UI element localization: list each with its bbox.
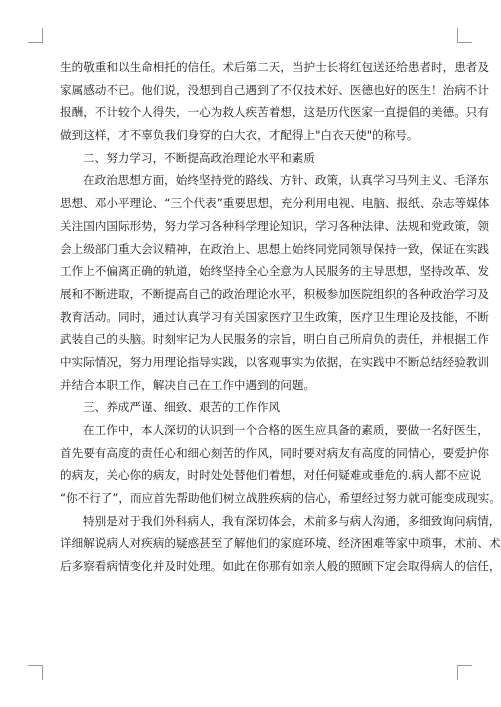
paragraph-line: 教育活动。同时，通过认真学习有关国家医疗卫生政策，医疗卫生理论及技能，不断 — [60, 309, 489, 324]
paragraph-line: 详细解说病人对疾病的疑惑甚至了解他们的家庭环境、经济困难等家中琐事，术前、术 — [60, 536, 501, 551]
paragraph — [60, 510, 501, 578]
paragraph-line: 报酬，不计较个人得失，一心为救人疾苦着想，这是历代医家一直提倡的美德。只有 — [60, 105, 489, 120]
paragraph-line: 在工作中，本人深切的认识到一个合格的医生应具备的素质，要做一名好医生， — [83, 423, 489, 437]
paragraph-line: 中实际情况，努力用理论指导实践，以客观事实为依据，在实践中不断总结经验教训 — [60, 354, 489, 369]
heading-text: 三、养成严谨、细致、艰苦的工作作风 — [83, 400, 281, 415]
section-heading — [60, 147, 443, 170]
paragraph-line: 家属感动不已。他们说，没想到自己遇到了不仅技术好、医德也好的医生！治病不计 — [60, 82, 489, 97]
paragraph-line: 在政治思想方面，始终坚持党的路线、方针、政策，认真学习马列主义、毛泽东 — [83, 173, 489, 188]
heading-text: 二、努力学习，不断提高政治理论水平和素质 — [83, 150, 315, 165]
paragraph-line: “你不行了”，而应首先帮助他们树立战胜疾病的信心，希望经过努力就可能变成现实。 — [60, 491, 501, 506]
paragraph-line: 展和不断进取，不断提高自己的政治理论水平，积极参加医院组织的各种政治学习及 — [60, 286, 489, 301]
paragraph-line: 生的敬重和以生命相托的信任。术后第二天，当护士长将红包送还给患者时，患者及 — [60, 60, 489, 74]
paragraph-line: 会上级部门重大会议精神，在政治上、思想上始终同党同领导保持一致，保证在实践 — [60, 241, 489, 256]
paragraph — [60, 419, 501, 510]
paragraph — [60, 56, 489, 147]
paragraph-line: 并结合本职工作，解决自己在工作中遇到的问题。 — [60, 377, 316, 392]
section-heading — [60, 396, 443, 419]
paragraph-line: 工作上不偏离正确的轨道，始终坚持全心全意为人民服务的主导思想，坚持改革、发 — [60, 264, 489, 279]
paragraph-line: 的病友，关心你的病友，时时处处替他们着想，对任何疑难或垂危的.病人都不应说 — [60, 468, 482, 483]
crop-mark-bottom-right — [457, 665, 472, 680]
paragraph-line: 武装自己的头脑。时刻牢记为人民服务的宗旨，明白自己所肩负的责任，并根据工作 — [60, 332, 489, 347]
paragraph-line: 后多察看病情变化并及时处理。如此在你那有如亲人般的照顾下定会取得病人的信任， — [60, 559, 501, 574]
crop-mark-top-right — [457, 28, 472, 43]
crop-mark-top-left — [28, 28, 43, 43]
paragraph-line: 特别是对于我们外科病人，我有深切体会，术前多与病人沟通，多细致询问病情， — [83, 513, 501, 528]
paragraph-line: 首先要有高度的责任心和细心刻苦的作风，同时要对病友有高度的同情心，要爱护你 — [60, 445, 489, 460]
crop-mark-bottom-left — [28, 665, 43, 680]
paragraph-line: 思想、邓小平理论、“三个代表”重要思想，充分利用电视、电脑、报纸、杂志等媒体 — [60, 196, 490, 211]
paragraph-line: 关注国内国际形势，努力学习各种科学理论知识，学习各种法律、法规和党政策，领 — [60, 218, 489, 233]
document-body — [60, 56, 501, 578]
paragraph — [60, 169, 490, 396]
paragraph-line: 做到这样，才不辜负我们身穿的白大衣，才配得上"白衣天使"的称号。 — [60, 128, 419, 143]
